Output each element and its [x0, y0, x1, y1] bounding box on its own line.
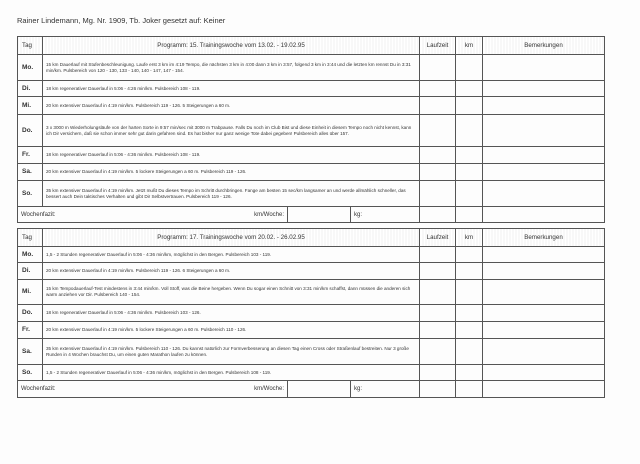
km-cell[interactable] — [456, 55, 483, 81]
day-plan: 20 km extensiver Dauerlauf in 4:19 min/km. Pulsbereich 119 - 126. 6 Steigerungen a 60 m. — [43, 263, 420, 280]
day-label: So. — [18, 181, 43, 207]
day-label: Mi. — [18, 280, 43, 305]
laufzeit-cell[interactable] — [420, 164, 456, 181]
kg-cell[interactable] — [351, 207, 420, 223]
header-laufzeit: Laufzeit — [420, 37, 456, 55]
kg-label: kg: — [354, 211, 363, 218]
remarks-cell[interactable] — [483, 164, 605, 181]
remarks-cell[interactable] — [483, 207, 605, 223]
day-label: Mo. — [18, 55, 43, 81]
km-cell[interactable] — [456, 164, 483, 181]
day-plan: 18 km regenerativer Dauerlauf in 5:06 - 4:36 min/km. Pulsbereich 103 - 126. — [43, 305, 420, 322]
km-cell[interactable] — [456, 339, 483, 365]
km-cell[interactable] — [456, 97, 483, 115]
day-plan: 15 km Tempodauerlauf-Test mindestens in 3:44 min/km. Voll Stoff, was die Beine hergeben. Wenn Du sogar einen Schnitt von 3:31 min/km schaffst, dann müssen die anderen sich warm anziehen vor Dir. Pulsbereich 140 - 154. — [43, 280, 420, 305]
km-week-value[interactable] — [288, 381, 351, 398]
week-table-2 — [17, 228, 605, 398]
day-plan: 20 km extensiver Dauerlauf in 4:19 min/km. 5 lockere Steigerungen a 60 m. Pulsbereich 110 - 126. — [43, 322, 420, 339]
km-cell[interactable] — [456, 280, 483, 305]
km-cell[interactable] — [456, 115, 483, 147]
laufzeit-cell[interactable] — [420, 339, 456, 365]
remarks-cell[interactable] — [483, 247, 605, 263]
laufzeit-cell[interactable] — [420, 97, 456, 115]
day-label: So. — [18, 365, 43, 381]
km-week-label: km/Woche: — [254, 386, 284, 392]
remarks-cell[interactable] — [483, 115, 605, 147]
header-km: km — [456, 229, 483, 247]
laufzeit-cell[interactable] — [420, 247, 456, 263]
laufzeit-cell[interactable] — [420, 181, 456, 207]
laufzeit-cell[interactable] — [420, 322, 456, 339]
km-cell[interactable] — [456, 322, 483, 339]
remarks-cell[interactable] — [483, 381, 605, 398]
remarks-cell[interactable] — [483, 81, 605, 97]
km-week-value[interactable] — [288, 207, 351, 223]
km-cell[interactable] — [456, 247, 483, 263]
header-day: Tag — [18, 37, 43, 55]
laufzeit-cell[interactable] — [420, 55, 456, 81]
header-remarks: Bemerkungen — [483, 37, 605, 55]
km-cell[interactable] — [456, 207, 483, 223]
remarks-cell[interactable] — [483, 263, 605, 280]
laufzeit-cell[interactable] — [420, 280, 456, 305]
weekly-summary-label: Wochenfazit: — [21, 386, 56, 392]
laufzeit-cell[interactable] — [420, 81, 456, 97]
laufzeit-cell[interactable] — [420, 263, 456, 280]
header-laufzeit: Laufzeit — [420, 229, 456, 247]
day-label: Di. — [18, 81, 43, 97]
weekly-summary-cell[interactable] — [18, 207, 288, 223]
km-cell[interactable] — [456, 147, 483, 164]
day-plan: 18 km regenerativer Dauerlauf in 5:06 - 4:36 min/km. Pulsbereich 108 - 119. — [43, 147, 420, 164]
remarks-cell[interactable] — [483, 55, 605, 81]
day-label: Do. — [18, 305, 43, 322]
remarks-cell[interactable] — [483, 322, 605, 339]
document-title: Rainer Lindemann, Mg. Nr. 1909, Tb. Joker gesetzt auf: Keiner — [17, 16, 226, 25]
day-label: Sa. — [18, 164, 43, 181]
day-label: Mo. — [18, 247, 43, 263]
remarks-cell[interactable] — [483, 147, 605, 164]
laufzeit-cell[interactable] — [420, 381, 456, 398]
program-title: Programm: 15. Trainingswoche vom 13.02. - 19.02.95 — [43, 37, 420, 55]
day-label: Di. — [18, 263, 43, 280]
header-km: km — [456, 37, 483, 55]
day-plan: 15 km Dauerlauf mit Stufenbeschleunigung. Laufe erst 3 km im 4:19 Tempo, die nächsten 3 km in 4:00 dann 3 km in 3:57, folgend 3 km in 3:44 und die letzten km rennst Du in 3:31 min/km. Pulsbereich von 120 - 130, 133 - 140, 140 - 147, 147 - 154. — [43, 55, 420, 81]
day-plan: 20 km extensiver Dauerlauf in 4:19 min/km. Pulsbereich 119 - 126. 5 Steigerungen a 60 m. — [43, 97, 420, 115]
kg-label: kg: — [354, 386, 363, 392]
week-table-1 — [17, 36, 605, 223]
program-title: Programm: 17. Trainingswoche vom 20.02. - 26.02.95 — [43, 229, 420, 247]
day-plan: 1,5 - 2 Stunden regenerativer Dauerlauf in 5:06 - 4:36 min/km, möglichst in den Bergen. Pulsbereich 108 - 119. — [43, 365, 420, 381]
weekly-summary-label: Wochenfazit: — [21, 211, 56, 218]
km-cell[interactable] — [456, 263, 483, 280]
header-remarks: Bemerkungen — [483, 229, 605, 247]
day-label: Fr. — [18, 322, 43, 339]
km-cell[interactable] — [456, 305, 483, 322]
weekly-summary-cell[interactable] — [18, 381, 288, 398]
kg-cell[interactable] — [351, 381, 420, 398]
day-label: Do. — [18, 115, 43, 147]
remarks-cell[interactable] — [483, 181, 605, 207]
km-week-label: km/Woche: — [254, 211, 284, 218]
day-label: Mi. — [18, 97, 43, 115]
laufzeit-cell[interactable] — [420, 147, 456, 164]
remarks-cell[interactable] — [483, 97, 605, 115]
day-plan: 35 km extensiver Dauerlauf in 4:19 min/km. Jetzt mußt Du dieses Tempo im Schritt durchbringen. Fange am besten 15 sec/km langsamer an und werde allmählich schneller, das bessert auch Dein taktisches Verhalten und gibt Dir Selbstvertrauen. Pulsbereich 119 - 126. — [43, 181, 420, 207]
laufzeit-cell[interactable] — [420, 115, 456, 147]
km-cell[interactable] — [456, 365, 483, 381]
day-label: Fr. — [18, 147, 43, 164]
laufzeit-cell[interactable] — [420, 305, 456, 322]
day-plan: 1,5 - 2 Stunden regenerativer Dauerlauf in 5:06 - 4:36 min/km, möglichst in den Bergen. Pulsbereich 103 - 119. — [43, 247, 420, 263]
km-cell[interactable] — [456, 81, 483, 97]
day-plan: 3 x 3000 m Wiederholungsläufe von der harten Sorte in 9:57 min/sec mit 3000 m Trabpause. Falls Du noch im Club Bist und diese Einheit in diesem Tempo noch nicht kennst, kann ich Dir versichern, daß sie schon immer sehr gut darin gefahren sind. Es hat bisher nur ganz wenige Tote dabei gegeben! Pulsbereich alles über 157. — [43, 115, 420, 147]
remarks-cell[interactable] — [483, 365, 605, 381]
km-cell[interactable] — [456, 181, 483, 207]
day-plan: 18 km regenerativer Dauerlauf in 5:06 - 4:26 min/km. Pulsbereich 108 - 119. — [43, 81, 420, 97]
remarks-cell[interactable] — [483, 280, 605, 305]
header-day: Tag — [18, 229, 43, 247]
day-plan: 35 km extensiver Dauerlauf in 4:19 min/km. Pulsbereich 110 - 126. Du kannst natürlich zur Formverbesserung an diesen Tag einen Cross oder Straßenlauf bestreiten. Nur 3 große Runden in 4 Wochen brauchst Du, um einen guten Marathon laufen zu können. — [43, 339, 420, 365]
laufzeit-cell[interactable] — [420, 365, 456, 381]
km-cell[interactable] — [456, 381, 483, 398]
day-label: Sa. — [18, 339, 43, 365]
laufzeit-cell[interactable] — [420, 207, 456, 223]
day-plan: 20 km extensiver Dauerlauf in 4:19 min/km. 5 lockere Steigerungen a 60 m. Pulsbereich 119 - 126. — [43, 164, 420, 181]
remarks-cell[interactable] — [483, 305, 605, 322]
remarks-cell[interactable] — [483, 339, 605, 365]
